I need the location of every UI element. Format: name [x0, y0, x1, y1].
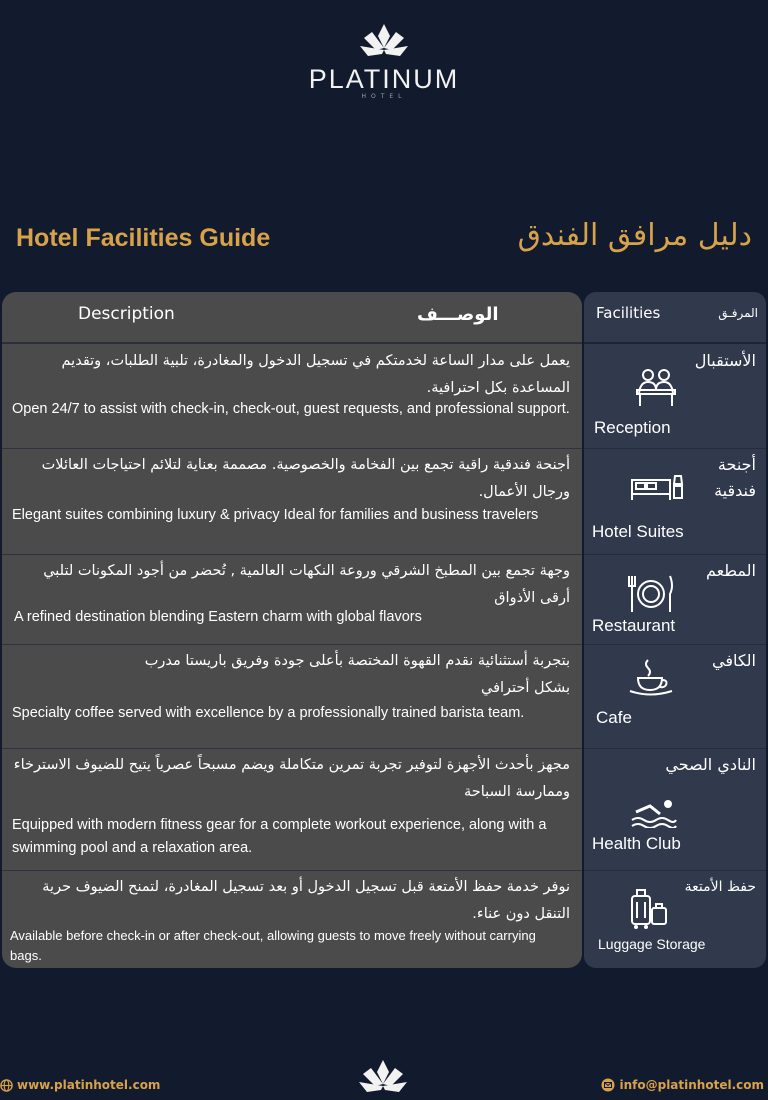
page-title-ar: دليل مرافق الفندق	[517, 218, 752, 253]
row-description	[2, 344, 582, 449]
coffee-icon	[628, 658, 676, 698]
table-row	[2, 748, 766, 870]
row-desc-ar: بتجربة أستثنائية نقدم القهوة المختصة بأعلى جودة وفريق باريستا مدرب بشكل أحترافي	[144, 653, 570, 696]
luggage-icon	[628, 886, 670, 930]
facility-name-ar: النادي الصحي	[665, 755, 756, 774]
facilities-header-en: Facilities	[596, 304, 661, 322]
description-header	[2, 292, 582, 344]
facilities-header-ar: المرفـق	[718, 306, 758, 320]
lotus-icon	[354, 22, 414, 62]
website-link[interactable]	[0, 1078, 160, 1092]
row-description	[2, 748, 582, 871]
row-desc-ar: وجهة تجمع بين المطبخ الشرقي وروعة النكهات العالمية , تُحضر من أجود المكونات لتلبي أرقى الأذواق	[43, 563, 570, 606]
facility-name-ar: أجنحة فندقية	[714, 455, 756, 500]
table-row	[2, 870, 766, 968]
row-description	[2, 644, 582, 749]
facility-name-en: Luggage Storage	[598, 936, 706, 952]
row-description	[2, 554, 582, 645]
plate-icon	[628, 574, 674, 614]
brand-name: PLATINUM	[308, 64, 460, 94]
facility-name-en: Health Club	[592, 834, 681, 853]
facility-name-ar: الكافي	[711, 651, 756, 670]
table-row	[2, 644, 766, 748]
row-desc-ar: أجنحة فندقية راقية تجمع بين الفخامة والخصوصية. مصممة بعناية لتلائم احتياجات العائلات ورجال الأعمال.	[41, 457, 570, 500]
row-description	[2, 448, 582, 555]
row-facility	[584, 344, 766, 449]
facility-name-en: Restaurant	[592, 616, 676, 635]
row-facility	[584, 448, 766, 555]
facilities-header	[584, 292, 766, 344]
facility-name-ar: المطعم	[705, 561, 756, 580]
facilities-table	[2, 292, 766, 968]
row-facility	[584, 870, 766, 968]
row-desc-en: Open 24/7 to assist with check-in, check-out, guest requests, and professional support.	[12, 401, 570, 417]
bed-icon	[630, 470, 684, 506]
row-facility	[584, 644, 766, 749]
facility-name-ar: الأستقبال	[694, 351, 756, 370]
row-desc-ar: نوفر خدمة حفظ الأمتعة قبل تسجيل الدخول أو بعد تسجيل المغادرة، لتمنح الضيوف حرية التنقل دون عناء.	[42, 879, 570, 922]
facility-name-en: Cafe	[596, 708, 632, 727]
facility-name-ar: حفظ الأمتعة	[684, 879, 756, 895]
brand-sub: HOTEL	[361, 93, 407, 100]
row-facility	[584, 554, 766, 645]
row-desc-ar: مجهز بأحدث الأجهزة لتوفير تجربة تمرين متكاملة ويضم مسبحاً عصرياً يتيح للضيوف الاسترخاء وممارسة السباحة	[13, 757, 570, 800]
row-facility	[584, 748, 766, 871]
hotel-logo	[0, 22, 768, 100]
row-desc-ar: يعمل على مدار الساعة لخدمتكم في تسجيل الدخول والمغادرة، تلبية الطلبات، وتقديم المساعدة بكل احترافية.	[61, 353, 570, 396]
website-text: www.platinhotel.com	[17, 1078, 161, 1092]
table-row	[2, 554, 766, 644]
description-header-en: Description	[78, 304, 175, 324]
page-title-en: Hotel Facilities Guide	[16, 224, 271, 252]
globe-icon	[0, 1079, 13, 1092]
reception-icon	[634, 368, 678, 408]
description-header-ar: الوصـــف	[417, 304, 499, 325]
table-row	[2, 448, 766, 554]
row-desc-en: Equipped with modern fitness gear for a complete workout experience, along with a swimming pool and a relaxation area.	[12, 817, 547, 856]
email-icon	[601, 1078, 615, 1092]
email-text: info@platinhotel.com	[619, 1077, 764, 1092]
facility-name-en: Hotel Suites	[592, 522, 684, 541]
table-row	[2, 344, 766, 448]
row-desc-en: A refined destination blending Eastern charm with global flavors	[14, 609, 422, 625]
row-desc-en: Elegant suites combining luxury & privacy Ideal for families and business travelers	[12, 507, 539, 523]
row-description	[2, 870, 582, 968]
email-link[interactable]	[601, 1078, 764, 1093]
swimmer-icon	[630, 798, 678, 828]
row-desc-en: Available before check-in or after check-out, allowing guests to move freely without carrying bags.	[10, 928, 536, 963]
facility-name-en: Reception	[594, 418, 671, 437]
footer-lotus-icon	[348, 1058, 418, 1098]
row-desc-en: Specialty coffee served with excellence by a professionally trained barista team.	[12, 705, 525, 721]
